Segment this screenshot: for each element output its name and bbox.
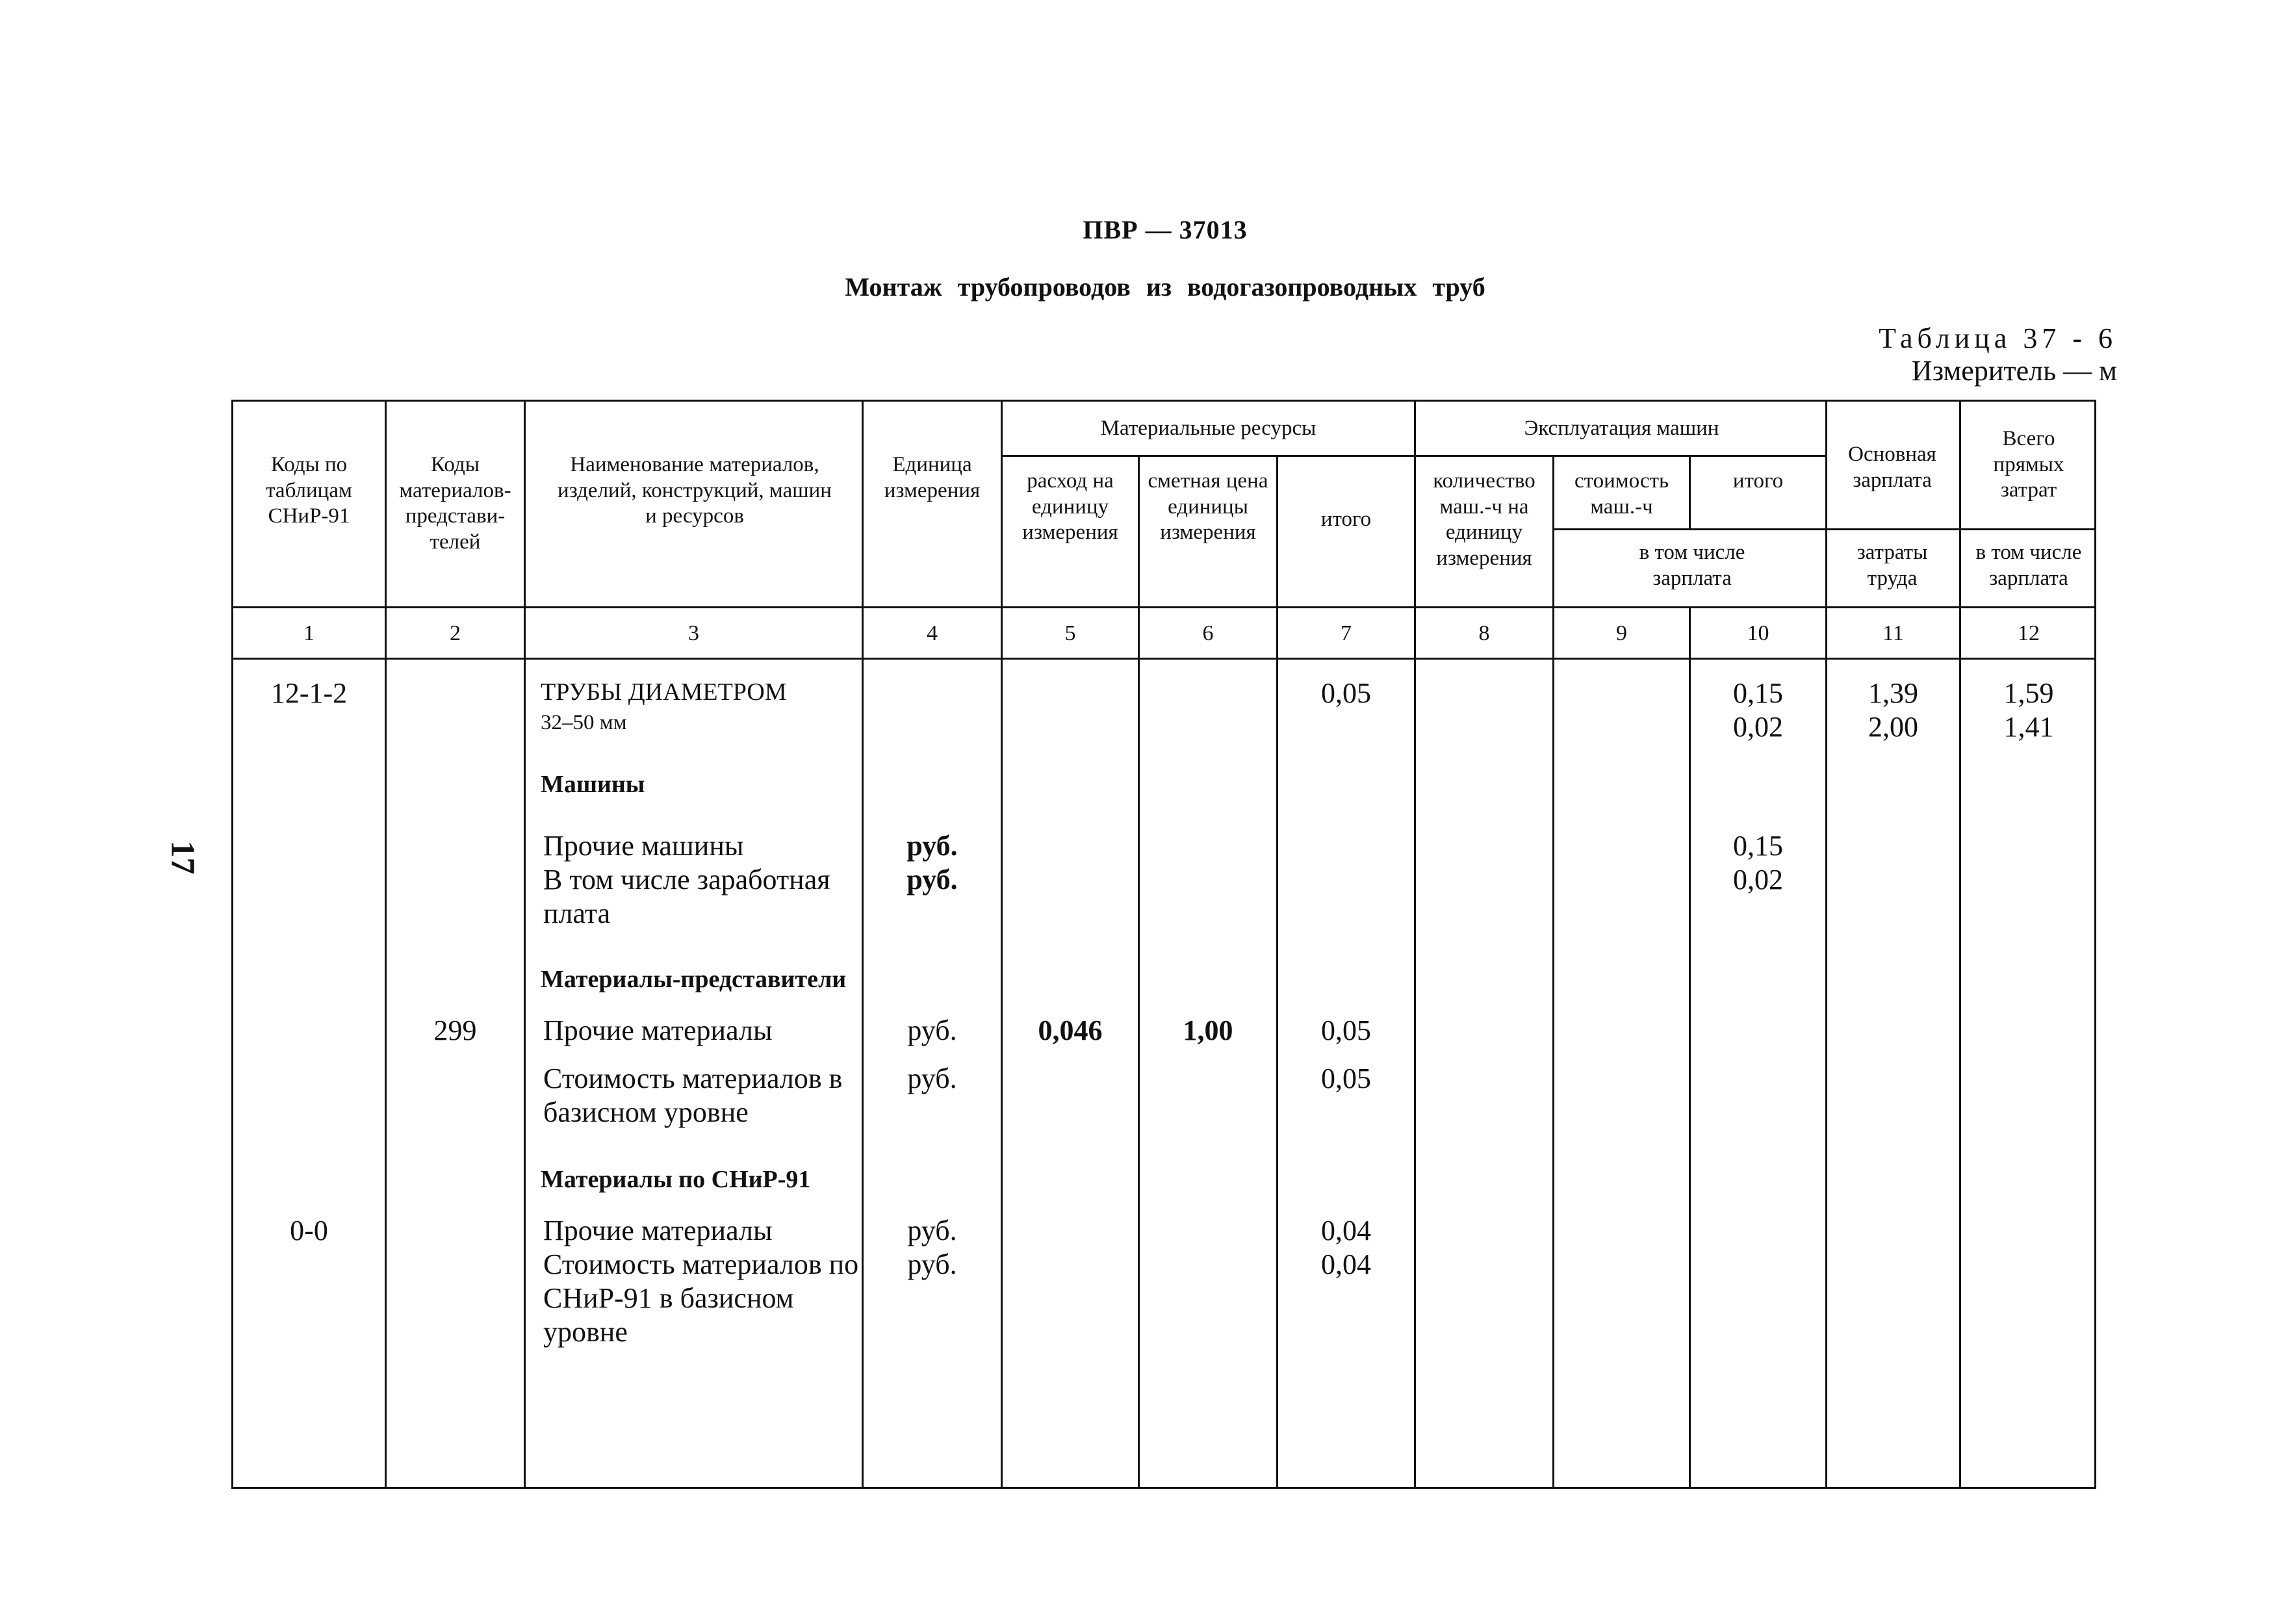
row-divider bbox=[1825, 528, 2096, 530]
rep-base-total: 0,05 bbox=[1321, 1063, 1371, 1094]
machines-item: Прочие машины bbox=[543, 830, 744, 862]
code-snir-main: 12-1-2 bbox=[270, 677, 348, 709]
machines-units bbox=[864, 829, 1001, 897]
header-wage: Основная зарплата bbox=[1848, 443, 1936, 492]
snir-total-value: 0,04 bbox=[1321, 1215, 1371, 1246]
header-group-machines: Эксплуатация машин bbox=[1524, 417, 1719, 440]
column-number: 3 bbox=[688, 621, 699, 645]
header-bottom-line bbox=[233, 606, 2096, 608]
wage-values bbox=[1827, 677, 1959, 744]
snir-item-other-materials: Прочие материалы bbox=[543, 1215, 773, 1246]
header-codes-representatives: Коды материалов-представи-телей bbox=[399, 453, 511, 554]
rep-item-other-materials: Прочие материалы bbox=[543, 1014, 773, 1046]
representative-code: 299 bbox=[433, 1014, 477, 1046]
header-machine-wage-sub: в том числе зарплата bbox=[1639, 541, 1745, 590]
item-subtitle: 32–50 мм bbox=[541, 711, 627, 734]
header-unit: Единица измерения bbox=[884, 453, 981, 502]
header-codes-snir: Коды по таблицам СНиР-91 bbox=[266, 453, 352, 528]
col-divider bbox=[1001, 402, 1003, 1489]
col-divider bbox=[1138, 455, 1140, 1489]
wage-value: 1,39 bbox=[1868, 677, 1918, 709]
document-code: ПВР — 37013 bbox=[1083, 215, 1248, 244]
unit-value: руб. bbox=[907, 1063, 957, 1094]
header-name: Наименование материалов, изделий, конструкций, машин и ресурсов bbox=[558, 453, 832, 528]
col-divider bbox=[385, 402, 387, 1489]
direct-cost-value: 1,41 bbox=[2003, 710, 2054, 743]
header-group-materials: Материальные ресурсы bbox=[1100, 417, 1316, 440]
machine-total-value: 0,15 bbox=[1733, 677, 1783, 709]
header-rate: расход на единицу измерения bbox=[1022, 469, 1118, 545]
machines-totals bbox=[1691, 829, 1825, 897]
rep-price: 1,00 bbox=[1183, 1014, 1233, 1046]
unit-value: руб. bbox=[906, 830, 958, 862]
column-number: 5 bbox=[1064, 621, 1076, 645]
section-snir-materials: Материалы по СНиР-91 bbox=[541, 1166, 811, 1193]
col-divider bbox=[1552, 455, 1554, 1489]
code-snir-other: 0-0 bbox=[290, 1215, 328, 1246]
machine-total-value: 0,02 bbox=[1733, 710, 1783, 743]
direct-cost-values bbox=[1961, 677, 2096, 744]
wage-value: 2,00 bbox=[1868, 710, 1918, 743]
unit-value: руб. bbox=[907, 1014, 957, 1046]
snir-item-base-cost: Стоимость материалов по СНиР-91 в базисном уровне bbox=[543, 1248, 859, 1348]
item-title: ТРУБЫ ДИАМЕТРОМ bbox=[541, 678, 787, 706]
rep-total: 0,05 bbox=[1321, 1014, 1371, 1046]
row-divider bbox=[1001, 455, 1827, 457]
unit-value: руб. bbox=[907, 1215, 957, 1246]
column-number: 1 bbox=[303, 621, 315, 645]
header-machine-hour-cost: стоимость маш.-ч bbox=[1574, 469, 1669, 519]
header-machine-total: итого bbox=[1732, 469, 1784, 493]
column-number: 11 bbox=[1882, 621, 1904, 645]
rep-rate: 0,046 bbox=[1038, 1014, 1103, 1046]
table-number: Таблица 37 - 6 bbox=[1879, 322, 2117, 354]
column-number: 2 bbox=[450, 621, 461, 645]
header-direct-costs: Всего прямых затрат bbox=[1993, 427, 2064, 502]
column-number: 10 bbox=[1747, 621, 1769, 645]
machine-total-values bbox=[1691, 677, 1825, 744]
col-divider bbox=[1825, 402, 1827, 1489]
column-number: 6 bbox=[1202, 621, 1214, 645]
header-price: сметная цена единицы измерения bbox=[1148, 469, 1268, 545]
col-divider bbox=[1276, 455, 1278, 1489]
direct-cost-value: 1,59 bbox=[2003, 677, 2054, 709]
section-machines: Машины bbox=[541, 771, 645, 798]
unit-value: руб. bbox=[906, 863, 958, 896]
snir-total-value: 0,04 bbox=[1321, 1248, 1371, 1280]
snir-units bbox=[864, 1214, 1001, 1282]
column-number: 4 bbox=[927, 621, 938, 645]
column-number: 8 bbox=[1478, 621, 1490, 645]
machine-total-value: 0,15 bbox=[1733, 830, 1783, 862]
material-total: 0,05 bbox=[1321, 677, 1371, 709]
column-number: 7 bbox=[1341, 621, 1352, 645]
snir-totals bbox=[1278, 1214, 1414, 1282]
page-number: 17 bbox=[164, 840, 201, 875]
measurement-unit: Измеритель — м bbox=[1911, 355, 2117, 387]
header-material-total: итого bbox=[1320, 508, 1372, 531]
document-title: Монтаж трубопроводов из водогазопроводных труб bbox=[845, 272, 1485, 302]
column-number: 9 bbox=[1616, 621, 1627, 645]
header-labor-cost-sub: затраты труда bbox=[1856, 541, 1928, 590]
machines-wage-item: В том числе заработная плата bbox=[543, 864, 830, 929]
section-representative-materials: Материалы-представители bbox=[541, 966, 847, 993]
rep-item-base-cost: Стоимость материалов в базисном уровне bbox=[543, 1063, 843, 1128]
machine-total-value: 0,02 bbox=[1733, 863, 1783, 896]
row-divider bbox=[1552, 528, 1827, 530]
unit-value: руб. bbox=[907, 1248, 957, 1280]
col-divider bbox=[524, 402, 526, 1489]
resource-table bbox=[231, 400, 2096, 1489]
header-machine-hours: количество маш.-ч на единицу измерения bbox=[1433, 469, 1535, 570]
column-number: 12 bbox=[2018, 621, 2040, 645]
numbers-bottom-line bbox=[233, 658, 2096, 660]
header-direct-wage-sub: в том числе зарплата bbox=[1975, 541, 2082, 590]
